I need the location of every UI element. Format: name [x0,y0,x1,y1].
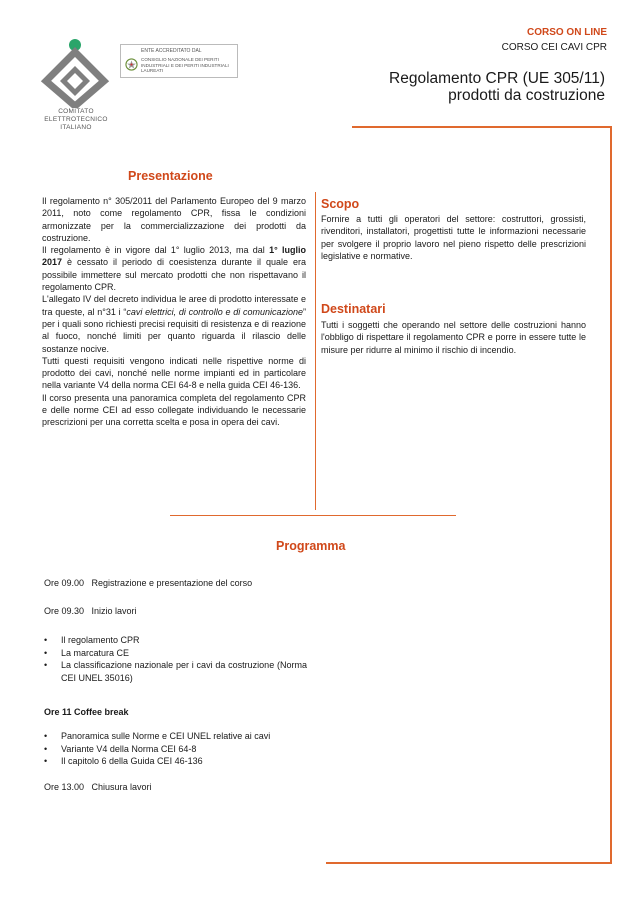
title-line-1: Regolamento CPR (UE 305/11) [389,70,605,87]
list-item: • La classificazione nazionale per i cavi da costruzione (Norma CEI UNEL 35016) [44,659,307,684]
schedule-item: Ore 13.00 Chiusura lavori [44,782,152,792]
accreditation-text: CONSIGLIO NAZIONALE DEI PERITI INDUSTRIALI E DEI PERITI INDUSTRIALI LAUREATI [141,57,229,74]
text-run: è cessato il periodo di coesistenza durante il quale era possibile immettere sul mercato prodotti che non rispettavano il regolamento CPR. [42,257,306,293]
list-item: • Il regolamento CPR [44,634,307,647]
logo-caption-line: ELETTROTECNICO [44,116,108,123]
frame-bottom-line [326,862,612,864]
schedule-item-break: Ore 11 Coffee break [44,707,129,717]
list-item: • Il capitolo 6 della Guida CEI 46-136 [44,755,307,768]
list-item: • Panoramica sulle Norme e CEI UNEL relative ai cavi [44,730,307,743]
destinatari-body: Tutti i soggetti che operando nel settore delle costruzioni hanno l'obbligo di rispettare il regolamento CPR e porre in essere tutte le misure per ridurre al minimo il rischio di incendio. [321,320,586,355]
frame-top-line [352,126,612,128]
presentazione-paragraph [42,244,306,293]
logo-caption [28,108,124,132]
presentazione-paragraph [42,293,306,354]
scopo-body: Fornire a tutti gli operatori del settore: costruttori, grossisti, rivenditori, installatori, progettisti tutte le informazioni necessarie per svolgere il proprio lavoro nel pieno rispetto delle prescrizioni legislative e normative. [321,214,586,261]
presentazione-paragraph: Il corso presenta una panoramica completa del regolamento CPR e delle norme CEI ad esso collegate individuando le necessarie prescrizioni per una corretta scelta e posa in opera dei cavi. [42,392,306,428]
italian-republic-emblem-icon [125,58,138,71]
logo-caption-line: ITALIANO [60,124,92,131]
text-run: ” per i quali sono richiesti precisi requisiti di resistenza e di reazione al fuoco, nonché limiti per quanto riguarda il rilascio delle sostanze nocive. [42,306,306,354]
programma-heading: Programma [276,539,346,553]
schedule-item: Ore 09.00 Registrazione e presentazione del corso [44,578,253,588]
presentazione-paragraph: Tutti questi requisiti vengono indicati nelle rispettive norme di prodotto dei cavi, nonché nelle norme impianti ed in particolare nella variante V4 della norma CEI 64-8 e nella guida CEI 46-136. [42,355,306,391]
frame-right-line [610,126,612,864]
schedule-item: Ore 09.30 Inizio lavori [44,606,137,616]
list-item: • Variante V4 della Norma CEI 64-8 [44,743,307,756]
bold-date: 1° luglio 2017 [42,245,306,268]
list-item: • La marcatura CE [44,647,307,660]
course-name: CORSO CEI CAVI CPR [501,42,607,53]
topic-list-late [44,730,307,768]
column-divider [315,192,316,510]
presentazione-body [42,195,306,429]
accreditation-title: ENTE ACCREDITATO DAL [141,48,202,54]
scopo-heading: Scopo [321,197,360,211]
text-run: Il regolamento è in vigore dal 1° luglio 2013, ma dal [42,245,270,256]
course-tag: CORSO ON LINE [526,27,607,38]
logo-caption-line: COMITATO [58,108,94,115]
document-title [389,70,605,104]
section-divider [170,515,456,516]
presentazione-heading: Presentazione [128,169,213,183]
presentazione-paragraph: Il regolamento n° 305/2011 del Parlamento Europeo del 9 marzo 2011, noto come regolamento CPR, fissa le condizioni armonizzate per la commercializzazione dei prodotti da costruzione. [42,196,306,243]
accreditation-badge [120,44,238,78]
topic-list-morning [44,634,307,684]
italic-quote: cavi elettrici, di controllo e di comunicazione [126,306,303,317]
destinatari-heading: Destinatari [321,302,386,316]
cei-logo [40,38,110,108]
text-run: L'allegato IV del decreto individua le aree di prodotto interessate e tra queste, al n°31 i “ [42,294,306,317]
title-line-2: prodotti da costruzione [448,87,605,104]
